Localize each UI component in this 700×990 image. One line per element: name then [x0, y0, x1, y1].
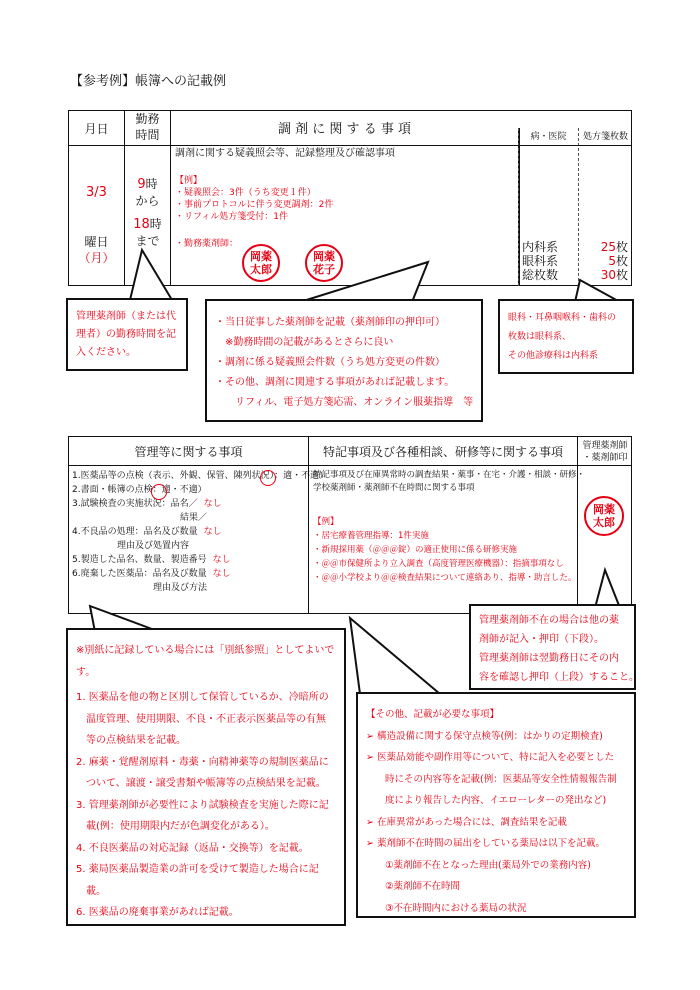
example-block: 【例】 ・疑義照会：3件（うち変更１件） ・事前プロトコルに伴う変更調剤：2件 ・リフィル処方箋受付：1件: [175, 176, 334, 222]
weekday-value: （月）: [78, 251, 115, 265]
management-items: 1.医薬品等の点検（表示、外観、保管、陳列状況）：適・不適） 2.書面・帳簿の点検：適・不適） 3.試験検査の実施状況：品名／ なし 結果／ 4.不良品の処理：品名及び数量 なし 理由及び処置内容 5.製造した品名、数量、製造番号 なし 6.廃棄した医薬品：品名及び数量 なし 理由及び方法: [72, 471, 329, 593]
main-head: 調剤に関する疑義照会等、記録整理及び確認事項: [175, 148, 395, 159]
special-examples: 【例】 ・居宅療養管理指導：1件実施 ・新規採用薬（＠＠＠錠）の適正使用に係る研修実施 ・＠＠市保健所より立入調査（高度管理医療機器）：指摘事項なし ・＠＠小学校より＠＠検査結果について連絡あり、指導・助言した。: [313, 517, 577, 583]
header-date: 月日: [84, 121, 109, 136]
header-rx-count: 処方箋枚数: [582, 132, 628, 142]
count-list: 25枚 5枚 30枚: [600, 240, 628, 282]
header-management: 管理等に関する事項: [134, 444, 243, 459]
callout-department-rule: 眼科・耳鼻咽喉科・歯科の 枚数は眼科系、 その他診療科は内科系: [498, 299, 634, 374]
special-items: 特記事項及び在庫異常時の調査結果・薬事・在宅・介護・相談・研修・ 学校薬剤師・薬剤師不在時間に関する事項: [313, 470, 586, 493]
pharmacist-label: ・勤務薬剤師：: [175, 239, 239, 249]
page-title: 【参考例】帳簿への記載例: [70, 74, 227, 89]
header-hospital: 病・医院: [530, 132, 567, 142]
header-special: 特記事項及び各種相談、研修等に関する事項: [322, 444, 563, 459]
header-hours: 勤務 時間: [135, 112, 160, 142]
header-main: 調 剤 に 関 す る 事 項: [278, 121, 411, 137]
callout-admin-hours: 管理薬剤師（または代 理者）の勤務時間を記 入ください。: [66, 298, 188, 371]
seal-okayaku-hanako: 岡薬 花子: [305, 244, 343, 282]
weekday-label: 曜日: [84, 235, 109, 249]
working-hours: 9時 から 18時 まで: [133, 177, 162, 248]
callout-pharmacist-notes: ・当日従事した薬剤師を記載（薬剤師印の押印可） ※勤務時間の記載があるとさらに良い ・調剤に係る疑義照会件数（うち処方変更の件数） ・その他、調剤に関連する事項があれば記載します。 リフィル、電子処方箋応需、オンライン服薬指導 等: [205, 299, 483, 422]
callout-other-required-items: 【その他、記載が必要な事項】 ➢ 構造設備に関する保守点検等(例：はかりの定期検査) ➢ 医薬品効能や副作用等について、特に記入を必要とした 時にその内容等を記載(例：医薬品等安全性情報報告制 度により報告した内容、イエローレターの発出など) ➢ 在庫異常があった場合には、調査結果を記載 ➢ 薬剤師不在時間の届出をしている薬局は以下を記載。 ①薬剤師不在となった理由(薬局外での業務内容) ②薬剤師不在時間 ③不在時間内における薬局の状況: [356, 692, 636, 918]
header-seal: 管理薬剤師 ・薬剤師印: [582, 441, 628, 463]
callout-manager-absent: 管理薬剤師不在の場合は他の薬 剤師が記入・押印（下段）。 管理薬剤師は翌勤務日にその内 容を確認し押印（上段）すること。: [469, 604, 636, 690]
department-list: 内科系 眼科系 総枚数: [522, 240, 559, 282]
date-value: 3/3: [86, 185, 107, 200]
seal-okayaku-taro: 岡薬 太郎: [242, 244, 280, 282]
callout-management-guide: ※別紙に記録している場合には「別紙参照」としてよいで す。 1. 医薬品を他の物と区別して保管しているか、冷暗所の 温度管理、使用期限、不良・不正表示医薬品等の有無 等の点検結果を記載。 2. 麻薬・覚醒剤原料・毒薬・向精神薬等の規制医薬品に ついて、譲渡・譲受書類や帳簿等の点検結果を記載。 3. 管理薬剤師が必要性により試験検査を実施した際に記 載(例：使用期限内だが色調変化がある）。 4. 不良医薬品の対応記録（返品・交換等）を記載。 5. 薬局医薬品製造業の許可を受けて製造した場合に記 載。 6. 医薬品の廃棄事業があれば記載。: [66, 628, 346, 926]
seal-manager-okayaku-taro: 岡薬 太郎: [584, 496, 624, 536]
